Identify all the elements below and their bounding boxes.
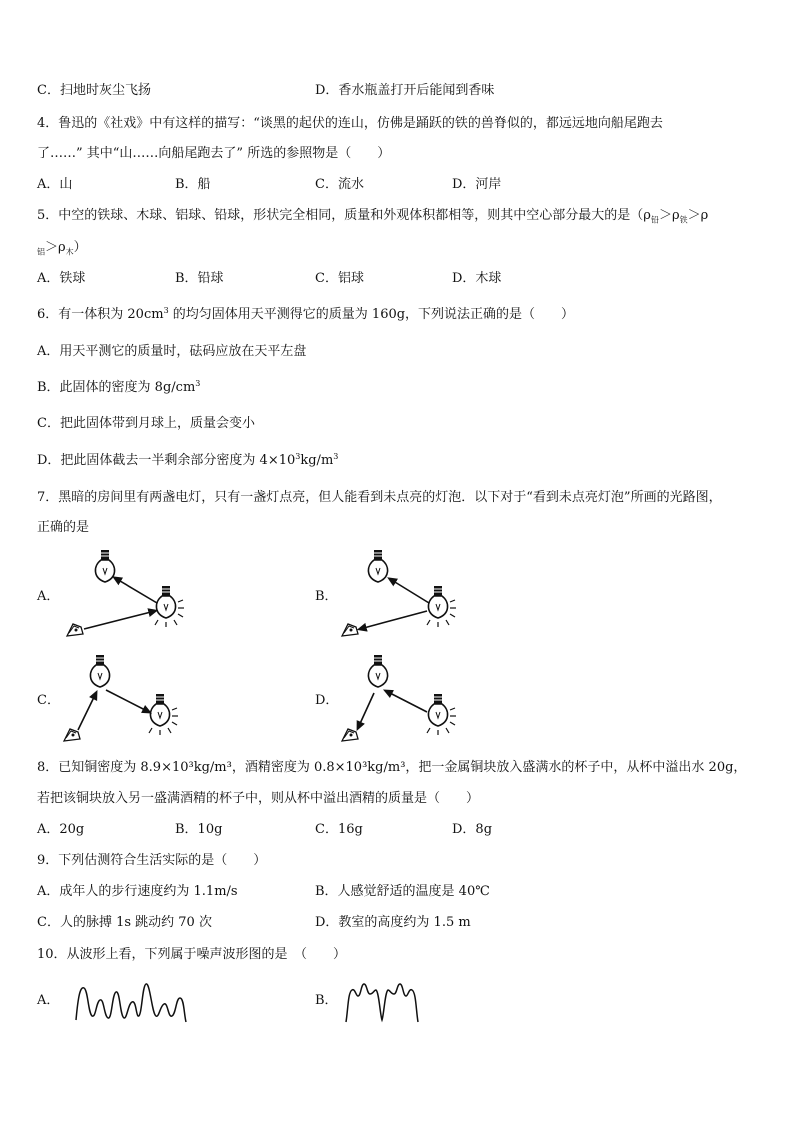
- rho-al-subscript: 铝: [37, 247, 45, 257]
- q4-option-a: A．山: [37, 177, 73, 192]
- q10-waveform-b: [342, 980, 422, 1026]
- q6-option-a: A．用天平测它的质量时，砝码应放在天平左盘: [37, 344, 307, 359]
- q7-stem-line1: 7．黑暗的房间里有两盏电灯，只有一盏灯点亮，但人能看到未点亮的灯泡．以下对于“看到未点亮灯泡”所画的光路图，: [37, 490, 722, 505]
- rho-wood-subscript: 木: [65, 247, 74, 257]
- q8-stem-line1: 8．已知铜密度为 8.9×10³kg/m³，酒精密度为 0.8×10³kg/m³，把一金属铜块放入盛满水的杯子中，从杯中溢出水 20g，: [37, 760, 747, 775]
- rho-lead-subscript: 铅: [650, 215, 659, 225]
- q6-option-d-unit: kg/m: [300, 453, 334, 468]
- q7-diagram-b: [338, 545, 473, 640]
- q10-label-b: B．: [315, 993, 338, 1008]
- q6-option-b-text: B．此固体的密度为 8g/cm: [37, 380, 196, 395]
- rho-lead-symbol: ρ: [643, 208, 651, 223]
- q7-label-a: A．: [37, 589, 60, 604]
- q7-label-c: C．: [37, 693, 60, 708]
- q8-option-d: D．8g: [452, 822, 493, 837]
- q6-stem-sup: 3: [163, 306, 169, 315]
- q6-option-b-sup: 3: [195, 379, 201, 388]
- q4-stem-line2: 了……” 其中“山……向船尾跑去了” 所选的参照物是（ ）: [37, 146, 391, 161]
- q4-stem-line1: 4．鲁迅的《社戏》中有这样的描写：“谈黑的起伏的连山，仿佛是踊跃的铁的兽脊似的，都远远地向船尾跑去: [37, 116, 663, 131]
- q6-stem: [37, 306, 574, 324]
- q10-stem: 10．从波形上看，下列属于噪声波形图的是 （ ）: [37, 947, 347, 962]
- q5-close-paren: ）: [73, 240, 87, 255]
- q7-label-b: B．: [315, 589, 338, 604]
- q9-stem: 9．下列估测符合生活实际的是（ ）: [37, 853, 267, 868]
- q6-stem-part1: 6．有一体积为 20cm: [37, 307, 164, 322]
- q5-option-a: A．铁球: [37, 271, 86, 286]
- q7-diagram-d: [338, 650, 473, 745]
- q7-label-d: D．: [315, 693, 339, 708]
- q5-option-c: C．铝球: [315, 271, 364, 286]
- q5-stem-text: 5．中空的铁球、木球、铝球、铅球，形状完全相同，质量和外观体积都相等，则其中空心部分最大的是（: [37, 208, 644, 223]
- q10-waveform-a: [72, 978, 192, 1026]
- q4-option-d: D．河岸: [452, 177, 502, 192]
- q6-option-b: [37, 379, 200, 397]
- q10-label-a: A．: [37, 993, 60, 1008]
- q9-option-b: B．人感觉舒适的温度是 40℃: [315, 884, 490, 899]
- q3-option-d: D．香水瓶盖打开后能闻到香味: [315, 83, 495, 98]
- q5-stem-line2: [37, 239, 87, 257]
- q3-option-c: C．扫地时灰尘飞扬: [37, 83, 151, 98]
- q9-option-d: D．教室的高度约为 1.5 m: [315, 915, 471, 930]
- rho-iron-symbol: ρ: [671, 208, 680, 223]
- q5-option-b: B．铅球: [175, 271, 224, 286]
- q7-diagram-a: [60, 545, 195, 640]
- q9-option-a: A．成年人的步行速度约为 1.1m/s: [37, 884, 238, 899]
- q6-option-d: [37, 452, 338, 470]
- q8-option-a: A．20g: [37, 822, 85, 837]
- greater-than-2: ＞: [687, 208, 701, 223]
- q6-option-d-sup2: 3: [333, 452, 339, 461]
- q8-option-c: C．16g: [315, 822, 363, 837]
- q7-stem-line2: 正确的是: [37, 520, 90, 535]
- q9-option-c: C．人的脉搏 1s 跳动约 70 次: [37, 915, 212, 930]
- q6-option-d-sup1: 3: [295, 452, 301, 461]
- q7-diagram-c: [60, 650, 195, 745]
- q4-option-b: B．船: [175, 177, 211, 192]
- q6-option-d-text: D．把此固体截去一半剩余部分密度为 4×10: [37, 453, 296, 468]
- rho-wood-symbol: ρ: [58, 240, 66, 255]
- q6-option-c: C．把此固体带到月球上，质量会变小: [37, 416, 255, 431]
- rho-al-symbol: ρ: [700, 208, 709, 223]
- q8-stem-line2: 若把该铜块放入另一盛满酒精的杯子中，则从杯中溢出酒精的质量是（ ）: [37, 791, 480, 806]
- q5-stem-line1: [37, 207, 708, 225]
- q8-option-b: B．10g: [175, 822, 223, 837]
- q5-option-d: D．木球: [452, 271, 502, 286]
- rho-iron-subscript: 铁: [679, 215, 688, 225]
- q4-option-c: C．流水: [315, 177, 364, 192]
- greater-than-3: ＞: [45, 240, 59, 255]
- greater-than-1: ＞: [658, 208, 672, 223]
- q6-stem-part2: 的均匀固体用天平测得它的质量为 160g，下列说法正确的是（ ）: [168, 307, 575, 322]
